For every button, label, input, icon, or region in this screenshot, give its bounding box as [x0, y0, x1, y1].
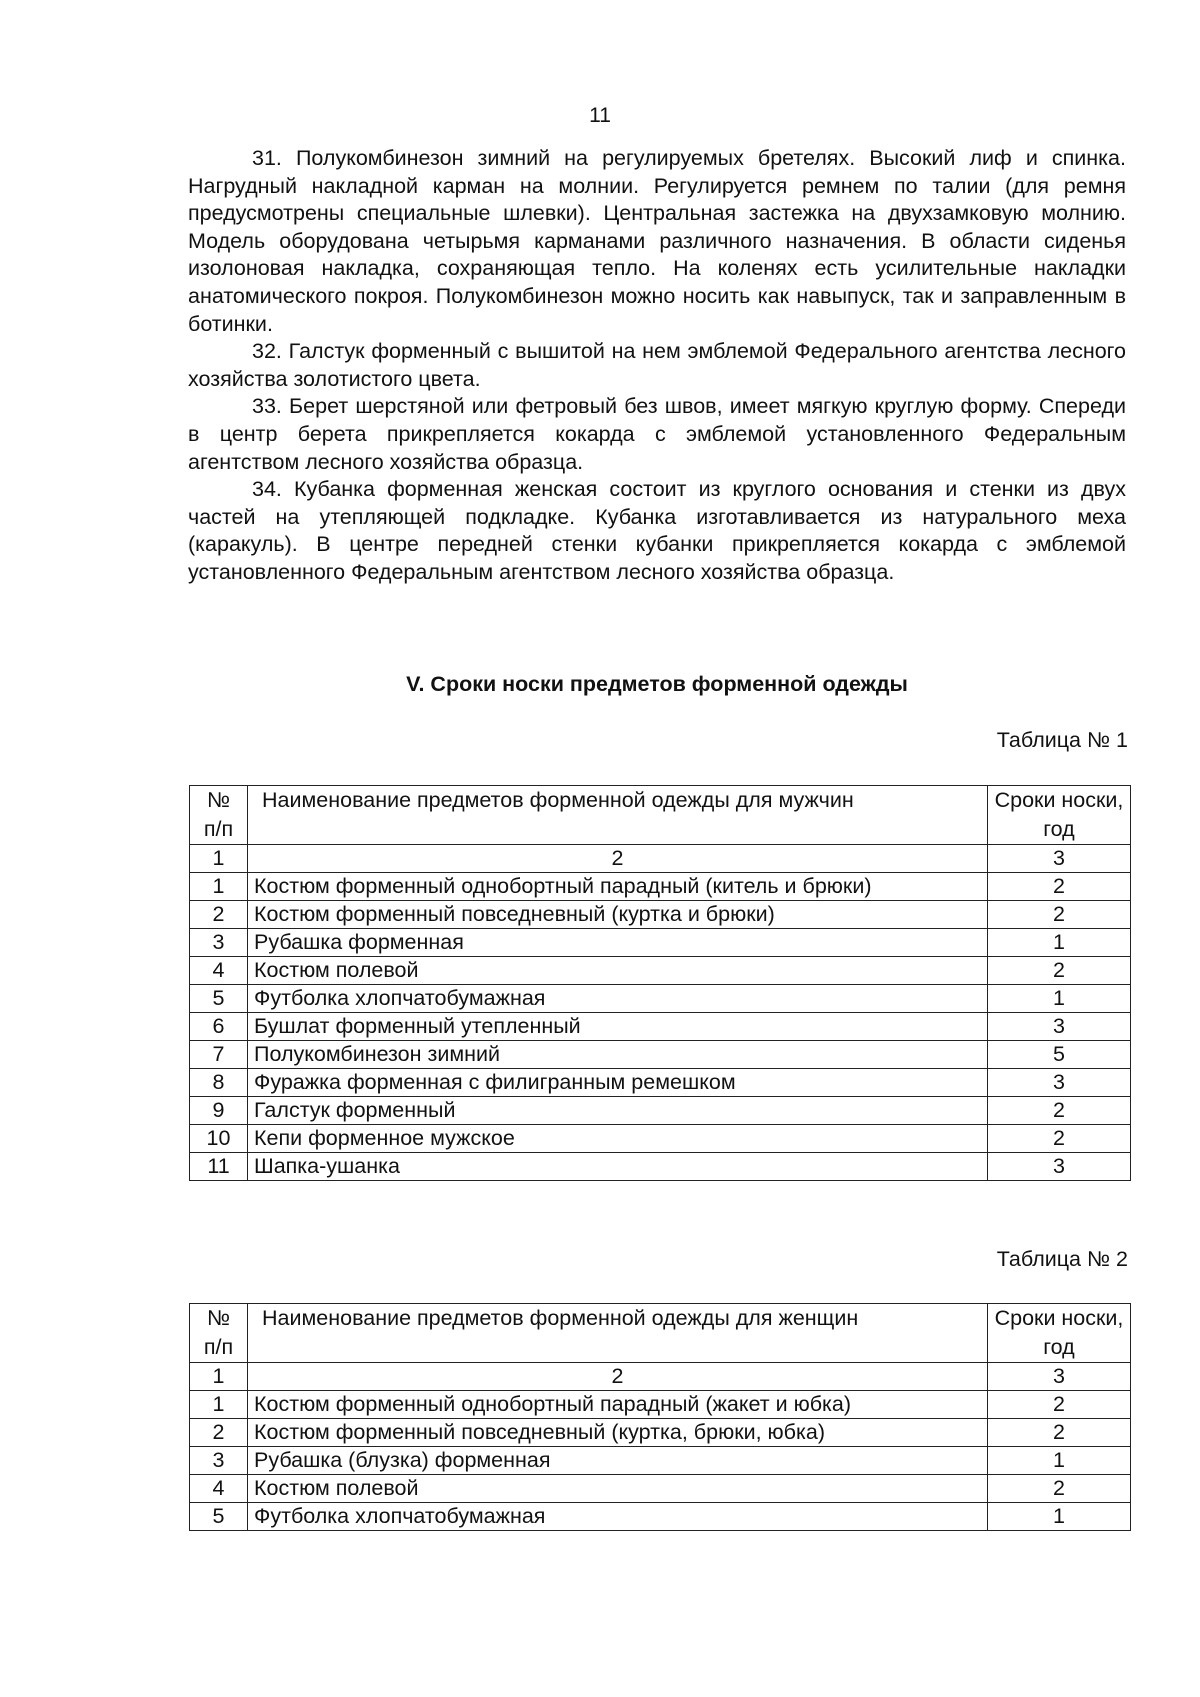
item-name: Полукомбинезон зимний — [248, 1041, 988, 1069]
table-row — [190, 1391, 1131, 1419]
column-number: 3 — [988, 1363, 1131, 1391]
row-number: 10 — [190, 1125, 248, 1153]
wear-period: 3 — [988, 1069, 1131, 1097]
row-number: 3 — [190, 929, 248, 957]
column-number: 2 — [248, 1363, 988, 1391]
wear-period: 2 — [988, 1419, 1131, 1447]
row-number: 5 — [190, 985, 248, 1013]
paragraph-31: 31. Полукомбинезон зимний на регулируемых бретелях. Высокий лиф и спинка. Нагрудный накладной карман на молнии. Регулируется ремнем по талии (для ремня предусмотрены специальные шлевки). Центральная застежка на двухзамковую молнию. Модель оборудована четырьмя карманами различного назначения. В области сиденья изолоновая накладка, сохраняющая тепло. На коленях есть усилительные накладки анатомического покроя. Полукомбинезон можно носить как навыпуск, так и заправленным в ботинки. — [188, 146, 1126, 336]
wear-period: 2 — [988, 901, 1131, 929]
item-name: Костюм форменный однобортный парадный (китель и брюки) — [248, 873, 988, 901]
column-numbering-row — [190, 845, 1131, 873]
row-number: 2 — [190, 901, 248, 929]
wear-period: 3 — [988, 1153, 1131, 1181]
wear-period: 3 — [988, 1013, 1131, 1041]
document-body — [188, 145, 1126, 587]
table1-caption: Таблица № 1 — [996, 728, 1128, 752]
row-number: 9 — [190, 1097, 248, 1125]
column-number: 2 — [248, 845, 988, 873]
table-row — [190, 1153, 1131, 1181]
table-row — [190, 957, 1131, 985]
row-number: 7 — [190, 1041, 248, 1069]
section-heading: V. Сроки носки предметов форменной одежды — [406, 672, 908, 696]
row-number: 1 — [190, 1391, 248, 1419]
item-name: Бушлат форменный утепленный — [248, 1013, 988, 1041]
column-header: № п/п — [190, 786, 248, 845]
table2-caption: Таблица № 2 — [996, 1247, 1128, 1271]
wear-period: 2 — [988, 1391, 1131, 1419]
item-name: Футболка хлопчатобумажная — [248, 985, 988, 1013]
item-name: Рубашка форменная — [248, 929, 988, 957]
item-name: Костюм полевой — [248, 1475, 988, 1503]
row-number: 2 — [190, 1419, 248, 1447]
item-name: Рубашка (блузка) форменная — [248, 1447, 988, 1475]
wear-period: 2 — [988, 873, 1131, 901]
header-row — [190, 786, 1131, 845]
column-header: Наименование предметов форменной одежды для женщин — [248, 1304, 988, 1363]
table-row — [190, 1503, 1131, 1531]
column-header: Наименование предметов форменной одежды для мужчин — [248, 786, 988, 845]
item-name: Галстук форменный — [248, 1097, 988, 1125]
paragraph-32: 32. Галстук форменный с вышитой на нем эмблемой Федерального агентства лесного хозяйства золотистого цвета. — [188, 339, 1126, 391]
row-number: 8 — [190, 1069, 248, 1097]
table-women-uniform — [189, 1303, 1131, 1531]
header-row — [190, 1304, 1131, 1363]
paragraph-34: 34. Кубанка форменная женская состоит из круглого основания и стенки из двух частей на утепляющей подкладке. Кубанка изготавливается из натурального меха (каракуль). В центре передней стенки кубанки прикрепляется кокарда с эмблемой установленного Федеральным агентством лесного хозяйства образца. — [188, 477, 1126, 584]
item-name: Шапка-ушанка — [248, 1153, 988, 1181]
table-row — [190, 1125, 1131, 1153]
row-number: 4 — [190, 1475, 248, 1503]
table-row — [190, 929, 1131, 957]
item-name: Фуражка форменная с филигранным ремешком — [248, 1069, 988, 1097]
item-name: Костюм форменный повседневный (куртка и брюки) — [248, 901, 988, 929]
column-number: 1 — [190, 1363, 248, 1391]
paragraph-33: 33. Берет шерстяной или фетровый без швов, имеет мягкую круглую форму. Спереди в центр берета прикрепляется кокарда с эмблемой установленного Федеральным агентством лесного хозяйства образца. — [188, 394, 1126, 474]
column-header: Сроки носки, год — [988, 786, 1131, 845]
wear-period: 1 — [988, 985, 1131, 1013]
wear-period: 5 — [988, 1041, 1131, 1069]
row-number: 3 — [190, 1447, 248, 1475]
column-number: 3 — [988, 845, 1131, 873]
table-row — [190, 1447, 1131, 1475]
row-number: 11 — [190, 1153, 248, 1181]
wear-period: 1 — [988, 929, 1131, 957]
table-row — [190, 1013, 1131, 1041]
column-header: Сроки носки, год — [988, 1304, 1131, 1363]
column-numbering-row — [190, 1363, 1131, 1391]
table-row — [190, 985, 1131, 1013]
row-number: 4 — [190, 957, 248, 985]
wear-period: 1 — [988, 1447, 1131, 1475]
wear-period: 2 — [988, 957, 1131, 985]
table-row — [190, 1419, 1131, 1447]
wear-period: 2 — [988, 1097, 1131, 1125]
wear-period: 2 — [988, 1475, 1131, 1503]
wear-period: 1 — [988, 1503, 1131, 1531]
row-number: 1 — [190, 873, 248, 901]
item-name: Костюм форменный повседневный (куртка, брюки, юбка) — [248, 1419, 988, 1447]
table-row — [190, 901, 1131, 929]
column-number: 1 — [190, 845, 248, 873]
column-header: № п/п — [190, 1304, 248, 1363]
table-row — [190, 1475, 1131, 1503]
table-men-uniform — [189, 785, 1131, 1181]
row-number: 5 — [190, 1503, 248, 1531]
wear-period: 2 — [988, 1125, 1131, 1153]
table-row — [190, 873, 1131, 901]
table-row — [190, 1097, 1131, 1125]
item-name: Кепи форменное мужское — [248, 1125, 988, 1153]
item-name: Костюм полевой — [248, 957, 988, 985]
page-number: 11 — [589, 104, 611, 127]
row-number: 6 — [190, 1013, 248, 1041]
item-name: Футболка хлопчатобумажная — [248, 1503, 988, 1531]
table-row — [190, 1041, 1131, 1069]
table-row — [190, 1069, 1131, 1097]
item-name: Костюм форменный однобортный парадный (жакет и юбка) — [248, 1391, 988, 1419]
